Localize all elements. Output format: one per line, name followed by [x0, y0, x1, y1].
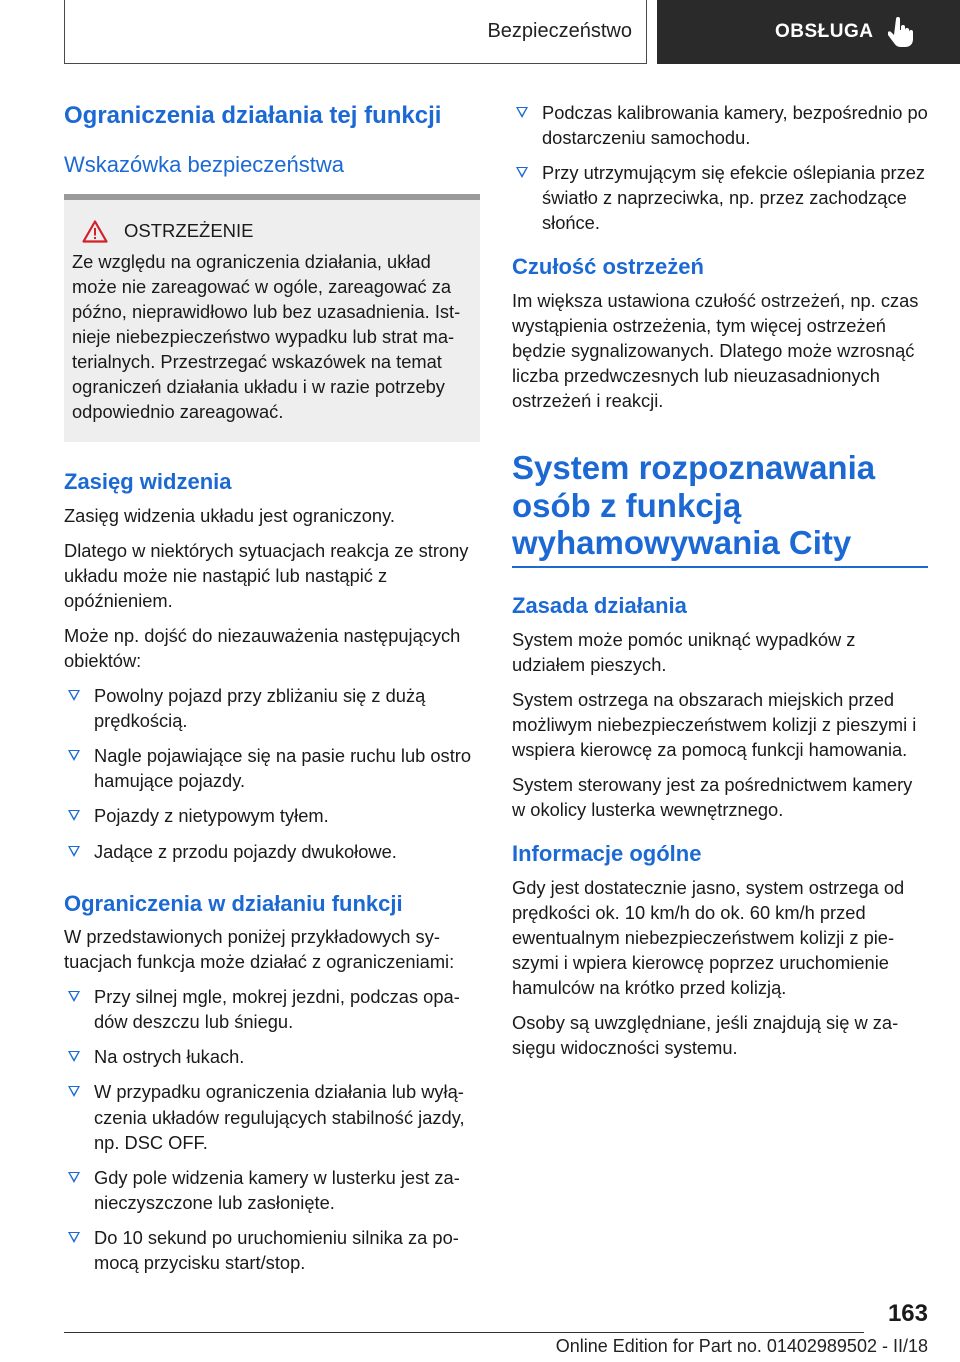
- range-list: [64, 683, 480, 863]
- warning-label: OSTRZEŻENIE: [124, 220, 254, 242]
- limits-paragraph: W przedstawionych poniżej przykładowych sytuacjach funkcja może działać z ograniczeniami:: [64, 926, 455, 973]
- bullet-triangle-icon: [68, 810, 80, 821]
- list-item: Powolny pojazd przy zbliżaniu się z dużą prędkością.: [64, 683, 480, 733]
- range-paragraph-2: Dlatego w niektórych sytuacjach reakcja ze strony układu może nie nastąpić lub nastąpić z opóźnieniem.: [64, 539, 469, 611]
- bullet-triangle-icon: [68, 1232, 80, 1243]
- list-item: Pojazdy z nietypowym tyłem.: [64, 803, 480, 828]
- header-chapter-label: OBSŁUGA: [775, 21, 874, 42]
- bullet-triangle-icon: [68, 1172, 80, 1183]
- section-title: Ograniczenia działania tej funkcji: [64, 102, 442, 129]
- left-column: [64, 100, 480, 1289]
- list-item: Podczas kalibrowania kamery, bezpośrednio po dostarczeniu samochodu.: [512, 100, 928, 150]
- bullet-triangle-icon: [68, 991, 80, 1002]
- range-paragraph-3: Może np. dojść do niezauważenia następujących obiektów:: [64, 625, 461, 672]
- range-heading: Zasięg widzenia: [64, 469, 232, 495]
- limits-heading: Ograniczenia w działaniu funkcji: [64, 890, 403, 916]
- bullet-triangle-icon: [68, 750, 80, 761]
- list-item: Gdy pole widzenia kamery w lusterku jest zanieczyszczone lub zasłonięte.: [64, 1165, 480, 1215]
- general-heading: Informacje ogólne: [512, 841, 702, 867]
- bullet-triangle-icon: [68, 846, 80, 857]
- list-item: Na ostrych łukach.: [64, 1044, 480, 1069]
- limits-list: [64, 984, 480, 1275]
- limits-list-continued: [512, 100, 928, 235]
- principle-paragraph-1: System może pomóc uniknąć wypadków z udziałem pieszych.: [512, 628, 856, 675]
- list-item: Do 10 sekund po uruchomieniu silnika za pomocą przycisku start/stop.: [64, 1225, 480, 1275]
- bullet-triangle-icon: [68, 1086, 80, 1097]
- footer-edition: Online Edition for Part no. 01402989502 - II/18: [555, 1336, 928, 1356]
- header-section-tab: [64, 0, 647, 64]
- warning-box: [64, 194, 480, 442]
- general-paragraph-2: Osoby są uwzględniane, jeśli znajdują się w zasięgu widoczności systemu.: [512, 1011, 899, 1059]
- chapter-title: System rozpoznawania osób z funkcją wyhamowywania City: [512, 449, 928, 568]
- list-item: Przy utrzymującym się efekcie oślepiania przez światło z naprzeciwka, np. przez zachodzące słońce.: [512, 160, 928, 235]
- range-paragraph-1: Zasięg widzenia układu jest ograniczony.: [64, 504, 395, 526]
- sensitivity-paragraph: Im większa ustawiona czułość ostrzeżeń, np. czas wystąpienia ostrzeżenia, tym więcej ostrzeżeń będzie sygnalizowanych. Dlatego może wzrosnąć liczba przedwczesnych lub nieuzasadnionych ostrzeżeń i reakcji.: [512, 289, 919, 412]
- general-paragraph-1: Gdy jest dostatecznie jasno, system ostrzega od prędkości ok. 10 km/h do ok. 60 km/h przed ewentualnym niebezpieczeństwem kolizji z pieszymi i wpiera kierowcę poprzez uruchomienie hamulców na krótko przed kolizją.: [512, 876, 905, 998]
- header-chapter-tab: [657, 0, 960, 64]
- principle-heading: Zasada działania: [512, 593, 687, 619]
- bullet-triangle-icon: [68, 690, 80, 701]
- principle-paragraph-2: System ostrzega na obszarach miejskich przed możliwym niebezpieczeństwem kolizji z pieszymi i wspiera kierowcę za pomocą funkcji hamowania.: [512, 688, 917, 760]
- header-section-label: Bezpieczeństwo: [487, 20, 632, 42]
- warning-triangle-icon: [82, 220, 108, 243]
- list-item: Jadące z przodu pojazdy dwukołowe.: [64, 839, 480, 864]
- right-column: [512, 100, 928, 1070]
- list-item: W przypadku ograniczenia działania lub wyłączenia układów regulujących stabilność jazdy, np. DSC OFF.: [64, 1079, 480, 1154]
- list-item: Nagle pojawiające się na pasie ruchu lub ostro hamujące pojazdy.: [64, 743, 480, 793]
- hand-pointer-icon: [888, 17, 914, 47]
- safety-heading: Wskazówka bezpieczeństwa: [64, 152, 345, 178]
- warning-text: Ze względu na ograniczenia działania, układ może nie zareagować w ogóle, zareagować za późno, nieprawidłowo lub bez uzasadnienia. Istnieje niebezpieczeństwo wypadku lub strat materialnych. Przestrzegać wskazówek na temat ograniczeń działania układu i w razie potrzeby odpowiednio zareagować.: [72, 250, 461, 423]
- page-number: 163: [887, 1300, 928, 1327]
- warning-header: [72, 220, 472, 243]
- bullet-triangle-icon: [516, 167, 528, 178]
- sensitivity-heading: Czułość ostrzeżeń: [512, 254, 704, 280]
- bullet-triangle-icon: [516, 107, 528, 118]
- footer-divider: [64, 1332, 864, 1333]
- list-item: Przy silnej mgle, mokrej jezdni, podczas opadów deszczu lub śniegu.: [64, 984, 480, 1034]
- principle-paragraph-3: System sterowany jest za pośrednictwem kamery w okolicy lusterka wewnętrznego.: [512, 773, 913, 821]
- bullet-triangle-icon: [68, 1051, 80, 1062]
